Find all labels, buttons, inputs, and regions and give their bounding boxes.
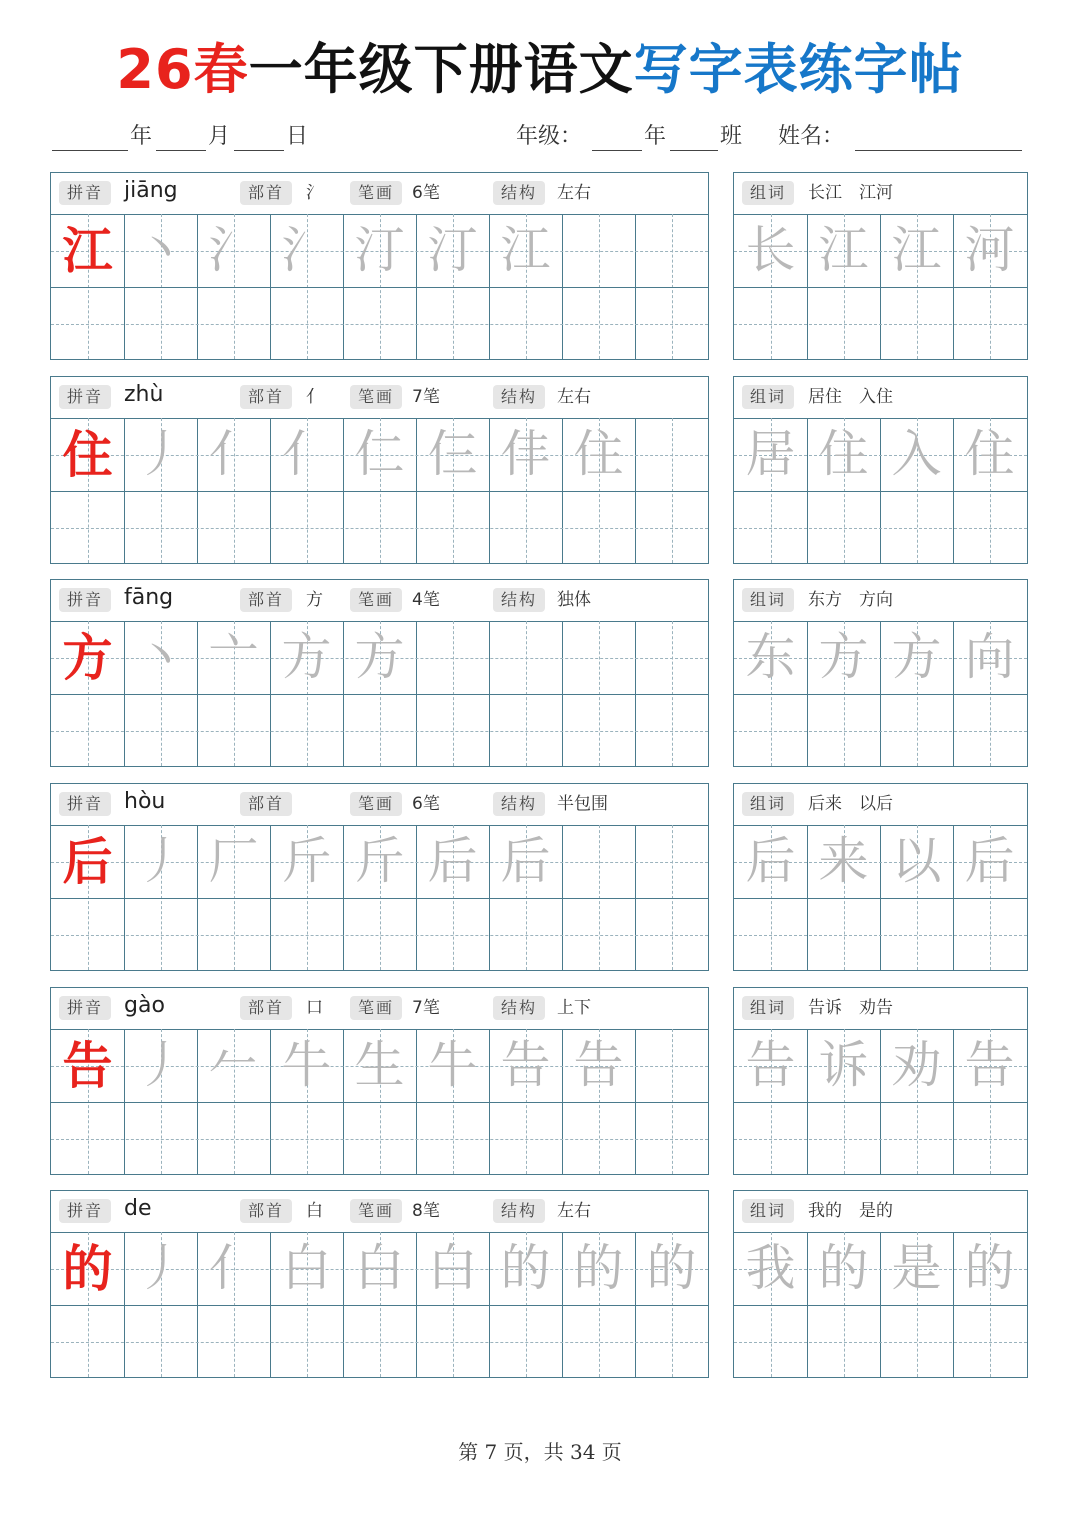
class-blank[interactable] xyxy=(670,150,718,151)
structure-value: 左右 xyxy=(557,1201,591,1221)
model-character: 的 xyxy=(62,1239,113,1298)
stroke-step-character: 氵 xyxy=(208,221,259,279)
stroke-step-character: 后 xyxy=(427,832,478,890)
pinyin-tag: 拼音 xyxy=(59,1199,111,1223)
pinyin-tag: 拼音 xyxy=(59,181,111,205)
radical-value: 方 xyxy=(306,590,323,610)
stroke-step-character: 斤 xyxy=(281,832,332,890)
grid-guide xyxy=(734,731,1027,732)
stroke-step-character: 白 xyxy=(427,1239,478,1297)
model-character: 方 xyxy=(62,628,113,687)
words-tag: 组词 xyxy=(742,181,794,205)
strokes-tag: 笔画 xyxy=(350,792,402,816)
word-header xyxy=(734,1191,1027,1233)
grid-line xyxy=(51,1102,708,1103)
strokes-value: 4笔 xyxy=(412,590,440,610)
grid-guide xyxy=(51,528,708,529)
word-trace-character: 劝 xyxy=(891,1036,942,1094)
pinyin-tag: 拼音 xyxy=(59,996,111,1020)
stroke-step-character: 丶 xyxy=(135,628,186,686)
stroke-step-character: 的 xyxy=(573,1239,624,1297)
words-tag: 组词 xyxy=(742,792,794,816)
name-blank[interactable] xyxy=(855,150,1022,151)
word-trace-character: 向 xyxy=(964,628,1015,686)
grid-line xyxy=(51,898,708,899)
grid-guide xyxy=(734,528,1027,529)
words-tag: 组词 xyxy=(742,996,794,1020)
structure-value: 左右 xyxy=(557,183,591,203)
words-tag: 组词 xyxy=(742,1199,794,1223)
word-panel xyxy=(733,172,1028,360)
writing-grid-panel xyxy=(50,1190,709,1378)
stroke-step-character: 江 xyxy=(500,221,551,279)
pinyin-value: zhù xyxy=(124,382,164,407)
stroke-step-character: 告 xyxy=(573,1036,624,1094)
radical-value: 亻 xyxy=(306,387,323,407)
radical-tag: 部首 xyxy=(240,792,292,816)
stroke-step-character: 汀 xyxy=(354,221,405,279)
writing-grid-panel xyxy=(50,579,709,767)
grid-guide xyxy=(734,1342,1027,1343)
word-trace-character: 入 xyxy=(891,425,942,483)
year-label: 年 xyxy=(130,124,153,149)
word-trace-character: 告 xyxy=(964,1036,1015,1094)
radical-value: 氵 xyxy=(306,183,323,203)
class-label: 班 xyxy=(720,124,743,149)
grade-year-blank[interactable] xyxy=(592,150,642,151)
stroke-step-character: 氵 xyxy=(281,221,332,279)
stroke-step-character: 丿 xyxy=(135,1036,186,1094)
stroke-step-character: 仁 xyxy=(354,425,405,483)
writing-grid-panel xyxy=(50,987,709,1175)
char-info-header xyxy=(51,173,708,215)
words-value: 后来 以后 xyxy=(808,794,893,814)
pinyin-tag: 拼音 xyxy=(59,385,111,409)
name-label: 姓名： xyxy=(778,124,845,149)
grid-guide xyxy=(734,324,1027,325)
radical-tag: 部首 xyxy=(240,1199,292,1223)
title-part-3: 写字表练字帖 xyxy=(633,38,964,101)
month-label: 月 xyxy=(208,124,231,149)
word-trace-character: 告 xyxy=(745,1036,796,1094)
word-trace-character: 后 xyxy=(745,832,796,890)
pinyin-value: jiāng xyxy=(124,178,178,203)
word-header xyxy=(734,988,1027,1030)
radical-tag: 部首 xyxy=(240,588,292,612)
structure-tag: 结构 xyxy=(493,588,545,612)
stroke-step-character: 方 xyxy=(354,628,405,686)
pinyin-tag: 拼音 xyxy=(59,588,111,612)
words-value: 告诉 劝告 xyxy=(808,998,893,1018)
structure-tag: 结构 xyxy=(493,1199,545,1223)
word-trace-character: 住 xyxy=(818,425,869,483)
words-value: 东方 方向 xyxy=(808,590,893,610)
radical-tag: 部首 xyxy=(240,181,292,205)
word-panel xyxy=(733,783,1028,971)
word-panel xyxy=(733,987,1028,1175)
stroke-step-character: 厂 xyxy=(208,832,259,890)
month-blank[interactable] xyxy=(156,150,206,151)
word-trace-character: 方 xyxy=(891,628,942,686)
word-trace-character: 河 xyxy=(964,221,1015,279)
title-part-2: 一年级下册语文 xyxy=(248,38,634,101)
stroke-step-character: 丿 xyxy=(135,832,186,890)
stroke-step-character: 仨 xyxy=(427,425,478,483)
grid-line xyxy=(734,1102,1027,1103)
grid-guide xyxy=(51,935,708,936)
model-character: 后 xyxy=(62,832,113,891)
structure-value: 左右 xyxy=(557,387,591,407)
stroke-step-character: 牛 xyxy=(281,1036,332,1094)
stroke-step-character: 方 xyxy=(281,628,332,686)
grid-guide xyxy=(51,1342,708,1343)
words-value: 长江 江河 xyxy=(808,183,893,203)
grade-year-label: 年 xyxy=(644,124,667,149)
stroke-step-character: 白 xyxy=(281,1239,332,1297)
stroke-step-character: 的 xyxy=(646,1239,697,1297)
page-footer: 第 7 页，共 34 页 xyxy=(458,1440,622,1464)
practice-block xyxy=(50,172,1028,362)
page-title xyxy=(0,32,1080,108)
structure-value: 半包围 xyxy=(557,794,608,814)
word-header xyxy=(734,784,1027,826)
grid-line xyxy=(734,491,1027,492)
grid-line xyxy=(51,287,708,288)
grid-line xyxy=(51,694,708,695)
model-character: 江 xyxy=(62,221,113,280)
char-info-header xyxy=(51,784,708,826)
grid-guide xyxy=(51,731,708,732)
model-character: 告 xyxy=(62,1036,113,1095)
structure-tag: 结构 xyxy=(493,385,545,409)
strokes-tag: 笔画 xyxy=(350,1199,402,1223)
grid-guide xyxy=(51,324,708,325)
word-panel xyxy=(733,1190,1028,1378)
practice-block xyxy=(50,376,1028,566)
word-trace-character: 是 xyxy=(891,1239,942,1297)
pinyin-value: gào xyxy=(124,993,165,1018)
structure-value: 独体 xyxy=(557,590,591,610)
word-trace-character: 长 xyxy=(745,221,796,279)
pinyin-value: de xyxy=(124,1196,152,1221)
structure-tag: 结构 xyxy=(493,996,545,1020)
word-trace-character: 的 xyxy=(964,1239,1015,1297)
grade-label: 年级： xyxy=(516,124,583,149)
word-trace-character: 江 xyxy=(891,221,942,279)
word-trace-character: 来 xyxy=(818,832,869,890)
stroke-step-character: 丶 xyxy=(135,221,186,279)
stroke-step-character: 亠 xyxy=(208,628,259,686)
stroke-step-character: 𠂉 xyxy=(208,1036,259,1094)
day-blank[interactable] xyxy=(234,150,284,151)
words-tag: 组词 xyxy=(742,385,794,409)
pinyin-value: hòu xyxy=(124,789,166,814)
practice-block xyxy=(50,1190,1028,1380)
practice-block xyxy=(50,579,1028,769)
stroke-step-character: 亻 xyxy=(281,425,332,483)
grid-line xyxy=(734,898,1027,899)
strokes-tag: 笔画 xyxy=(350,181,402,205)
word-trace-character: 东 xyxy=(745,628,796,686)
stroke-step-character: 亻 xyxy=(208,425,259,483)
day-label: 日 xyxy=(286,124,309,149)
grid-line xyxy=(734,287,1027,288)
stroke-step-character: 汀 xyxy=(427,221,478,279)
info-line xyxy=(0,120,1080,154)
word-trace-character: 居 xyxy=(745,425,796,483)
stroke-step-character: 告 xyxy=(500,1036,551,1094)
strokes-tag: 笔画 xyxy=(350,588,402,612)
structure-tag: 结构 xyxy=(493,181,545,205)
pinyin-tag: 拼音 xyxy=(59,792,111,816)
strokes-tag: 笔画 xyxy=(350,996,402,1020)
model-character: 住 xyxy=(62,425,113,484)
word-panel xyxy=(733,376,1028,564)
strokes-value: 6笔 xyxy=(412,794,440,814)
pinyin-value: fāng xyxy=(124,585,174,610)
radical-value: 白 xyxy=(306,1201,323,1221)
word-trace-character: 的 xyxy=(818,1239,869,1297)
word-trace-character: 诉 xyxy=(818,1036,869,1094)
char-info-header xyxy=(51,1191,708,1233)
grid-line xyxy=(51,1305,708,1306)
word-trace-character: 以 xyxy=(891,832,942,890)
year-blank[interactable] xyxy=(52,150,128,151)
char-info-header xyxy=(51,377,708,419)
stroke-step-character: 牛 xyxy=(427,1036,478,1094)
writing-grid-panel xyxy=(50,172,709,360)
practice-block xyxy=(50,987,1028,1177)
stroke-step-character: 住 xyxy=(573,425,624,483)
strokes-value: 7笔 xyxy=(412,998,440,1018)
word-header xyxy=(734,580,1027,622)
stroke-step-character: 后 xyxy=(500,832,551,890)
stroke-step-character: 丿 xyxy=(135,425,186,483)
radical-value: 口 xyxy=(306,998,323,1018)
strokes-value: 7笔 xyxy=(412,387,440,407)
structure-tag: 结构 xyxy=(493,792,545,816)
stroke-step-character: 生 xyxy=(354,1036,405,1094)
practice-block xyxy=(50,783,1028,973)
grid-line xyxy=(51,491,708,492)
word-trace-character: 我 xyxy=(745,1239,796,1297)
word-trace-character: 住 xyxy=(964,425,1015,483)
stroke-step-character: 白 xyxy=(354,1239,405,1297)
radical-tag: 部首 xyxy=(240,996,292,1020)
char-info-header xyxy=(51,580,708,622)
word-header xyxy=(734,173,1027,215)
word-trace-character: 后 xyxy=(964,832,1015,890)
stroke-step-character: 仹 xyxy=(500,425,551,483)
strokes-value: 6笔 xyxy=(412,183,440,203)
writing-grid-panel xyxy=(50,376,709,564)
word-trace-character: 江 xyxy=(818,221,869,279)
word-header xyxy=(734,377,1027,419)
strokes-value: 8笔 xyxy=(412,1201,440,1221)
stroke-step-character: 斤 xyxy=(354,832,405,890)
title-part-1: 26春 xyxy=(116,38,249,101)
grid-guide xyxy=(734,935,1027,936)
grid-line xyxy=(734,694,1027,695)
stroke-step-character: 丿 xyxy=(135,1239,186,1297)
grid-guide xyxy=(51,1139,708,1140)
words-value: 我的 是的 xyxy=(808,1201,893,1221)
stroke-step-character: 的 xyxy=(500,1239,551,1297)
word-trace-character: 方 xyxy=(818,628,869,686)
writing-grid-panel xyxy=(50,783,709,971)
radical-tag: 部首 xyxy=(240,385,292,409)
strokes-tag: 笔画 xyxy=(350,385,402,409)
word-panel xyxy=(733,579,1028,767)
structure-value: 上下 xyxy=(557,998,591,1018)
char-info-header xyxy=(51,988,708,1030)
words-value: 居住 入住 xyxy=(808,387,893,407)
words-tag: 组词 xyxy=(742,588,794,612)
grid-guide xyxy=(734,1139,1027,1140)
grid-line xyxy=(734,1305,1027,1306)
stroke-step-character: 亻 xyxy=(208,1239,259,1297)
